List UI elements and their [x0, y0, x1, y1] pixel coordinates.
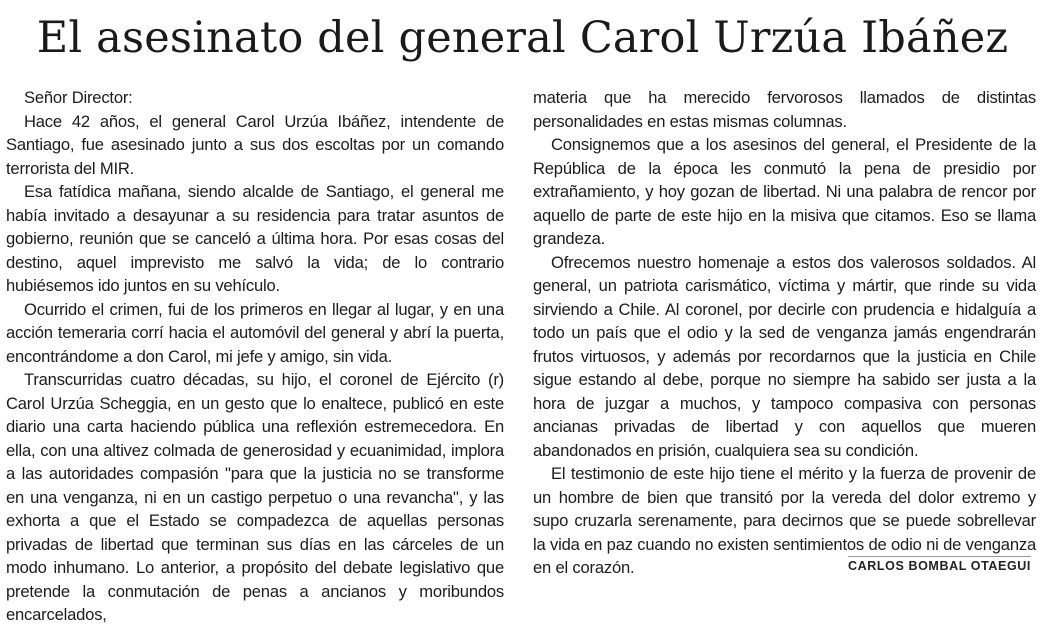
body-paragraph-continued: materia que ha merecido fervorosos llamados de distintas personalidades en estas mismas columnas.	[533, 88, 1036, 131]
body-paragraph: El testimonio de este hijo tiene el mérito y la fuerza de provenir de un hombre de bien que transitó por la vereda del dolor extremo y supo cruzarla serenamente, para decirnos que se puede sobrellevar la vida en paz cuando no existen sentimientos de odio ni de venganza en el corazón.	[533, 464, 1036, 577]
body-paragraph: Hace 42 años, el general Carol Urzúa Ibáñez, intendente de Santiago, fue asesinado junto a sus dos escoltas por un comando terrorista del MIR.	[6, 111, 504, 178]
body-paragraph: Consignemos que a los asesinos del general, el Presidente de la República de la época les conmutó la pena de presidio por extrañamiento, y hoy gozan de libertad. Ni una palabra de rencor por aquello de parte de este hijo en la misiva que citamos. Eso se llama grandeza.	[533, 135, 1036, 248]
right-column	[533, 86, 1036, 580]
left-column	[6, 86, 504, 627]
author-signature: CARLOS BOMBAL OTAEGUI	[848, 556, 1031, 573]
body-paragraph: Ofrecemos nuestro homenaje a estos dos valerosos soldados. Al general, un patriota carismático, víctima y mártir, que rinde su vida sirviendo a Chile. Al coronel, por decirle con prudencia e hidalguía a todo un país que el odio y la sed de venganza jamás engendrarán frutos virtuosos, y además por recordarnos que la justicia en Chile sigue estando al debe, porque no siempre ha sabido ser justa a la hora de juzgar a muchos, y tampoco compasiva con personas ancianas privadas de libertad y con aquellos que mueren abandonados en prisión, cualquiera sea su condición.	[533, 252, 1036, 460]
article-title: El asesinato del general Carol Urzúa Ibáñez	[36, 13, 1009, 63]
body-paragraph: Ocurrido el crimen, fui de los primeros en llegar al lugar, y en una acción temeraria corrí hacia el automóvil del general y abrí la puerta, encontrándome a don Carol, mi jefe y amigo, sin vida.	[6, 299, 504, 366]
body-paragraph: Transcurridas cuatro décadas, su hijo, el coronel de Ejército (r) Carol Urzúa Scheggia, en un gesto que lo enaltece, publicó en este diario una carta haciendo pública una reflexión estremecedora. En ella, con una altivez colmada de generosidad y ecuanimidad, implora a las autoridades compasión "para que la justicia no se transforme en una venganza, ni en un castigo perpetuo o una revancha", y las exhorta a que el Estado se compadezca de aquellas personas privadas de libertad que terminan sus días en las cárceles de un modo inhumano. Lo anterior, a propósito del debate legislativo que pretende la conmutación de penas a ancianos y moribundos encarcelados,	[6, 370, 504, 624]
body-paragraph: Esa fatídica mañana, siendo alcalde de Santiago, el general me había invitado a desayunar a su residencia para tratar asuntos de gobierno, reunión que se canceló a última hora. Por esas cosas del destino, aquel imprevisto me salvó la vida; de lo contrario hubiésemos ido juntos en su vehículo.	[6, 182, 504, 295]
salutation: Señor Director:	[24, 88, 133, 107]
